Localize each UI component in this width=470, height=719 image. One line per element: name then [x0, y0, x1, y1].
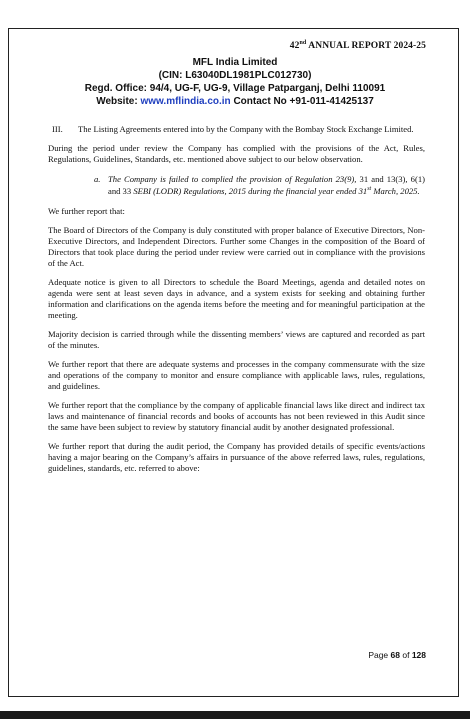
report-title: ANNUAL REPORT 2024-25: [306, 41, 426, 52]
observation-text-part1: The Company is failed to complied the provision of Regulation 23(9),: [108, 173, 357, 184]
report-ordinal-suffix: nd: [299, 40, 307, 46]
financial-laws-paragraph: We further report that the compliance by the company of applicable financial laws like direct and indirect tax laws and maintenance of financial records and books of accounts has not been reviewed in this Audit since the same have been subject to review by statutory financial audit by another designated professional.: [48, 400, 425, 433]
website-label: Website:: [96, 96, 141, 107]
page-current: 68: [390, 650, 400, 660]
further-report-heading: We further report that:: [48, 205, 125, 216]
observation-letter: a.: [94, 173, 101, 184]
page-number: [368, 650, 426, 660]
audit-period-paragraph: We further report that during the audit period, the Company has provided details of specific events/actions having a major bearing on the Company’s affairs in pursuance of the above referred laws, rules, regulations, guidelines, standards, etc. referred to above:: [48, 441, 425, 474]
report-ordinal: 42: [289, 41, 300, 52]
page-of: of: [400, 650, 412, 660]
period-review-paragraph: During the period under review the Company has complied with the provisions of the Act, Rules, Regulations, Guidelines, Standards, etc. mentioned above subject to our below observation.: [48, 143, 425, 165]
company-name: MFL India Limited: [192, 57, 278, 68]
observation-text-part3: SEBI (LODR) Regulations, 2015 during the financial year ended 31: [133, 186, 368, 197]
observation-text-part2: 31 and 13(3), 6(1) and 33: [108, 173, 425, 197]
website-link[interactable]: www.mflindia.co.in: [140, 96, 231, 107]
listing-agreement-text: The Listing Agreements entered into by the Company with the Bombay Stock Exchange Limited.: [78, 124, 414, 134]
notice-paragraph: Adequate notice is given to all Directors to schedule the Board Meetings, agenda and detailed notes on agenda were sent at least seven days in advance, and a system exists for seeking and obtaining further information and clarifications on the agenda items before the meeting and for meaningful participation at the meeting.: [48, 276, 425, 320]
list-number: III.: [52, 124, 63, 134]
contact-number: Contact No +91-011-41425137: [230, 96, 374, 107]
observation-item: [94, 174, 425, 198]
board-paragraph: The Board of Directors of the Company is duly constituted with proper balance of Executive Directors, Non-Executive Directors, and Independent Directors. Further some Changes in the composition of the Board of Directors that took place during the period under review were carried out in compliance with the provisions of the Act.: [48, 224, 425, 268]
page-total: 128: [411, 650, 426, 660]
report-body: [48, 124, 425, 474]
listing-agreement-item: [48, 124, 425, 135]
company-office-address: Regd. Office: 94/4, UG-F, UG-9, Village Patparganj, Delhi 110091: [84, 83, 386, 94]
systems-paragraph: We further report that there are adequate systems and processes in the company commensurate with the size and operations of the company to monitor and ensure compliance with applicable laws, rules, regulations, and guidelines.: [48, 359, 425, 391]
company-contact-line: [0, 96, 470, 107]
report-header: [290, 40, 426, 51]
observation-sup: st: [367, 186, 372, 193]
bottom-bar: [0, 711, 470, 719]
majority-paragraph: Majority decision is carried through while the dissenting members’ views are captured and recorded as part of the minutes.: [48, 328, 425, 350]
company-cin: (CIN: L63040DL1981PLC012730): [158, 70, 312, 81]
observation-text: [108, 174, 425, 198]
observation-text-part4: March, 2025.: [371, 186, 420, 197]
page-label: Page: [368, 650, 391, 660]
